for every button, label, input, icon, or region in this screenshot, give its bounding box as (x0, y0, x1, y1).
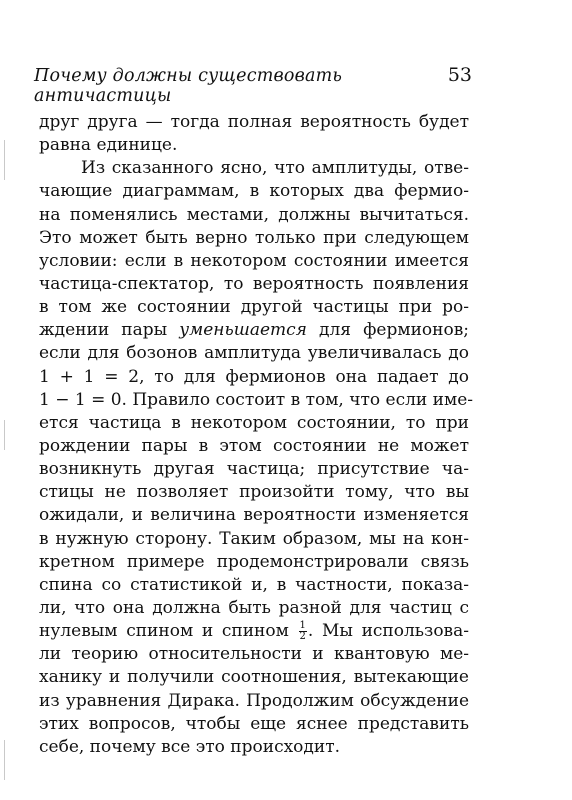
text-line (39, 319, 469, 342)
text-line: в том же состоянии другой частицы при ро- (39, 297, 469, 318)
text-line: равна единице. (39, 135, 178, 156)
text-line: ли, что она должна быть разной для частиц с (39, 597, 469, 618)
fraction-one-half (299, 621, 307, 642)
text-line: ется частица в некотором состоянии, то при (39, 412, 469, 433)
text-line: на поменялись местами, должны вычитаться. (39, 204, 469, 225)
text-line: рождении пары в этом состоянии не может (39, 435, 469, 456)
scan-margin-mark (4, 740, 5, 780)
text-line: в нужную сторону. Таким образом, мы на кон- (39, 528, 469, 549)
fraction-numerator: 1 (299, 620, 306, 632)
text-line: этих вопросов, чтобы еще яснее представить (39, 713, 469, 734)
text-line: Из сказанного ясно, что амплитуды, отве- (81, 158, 469, 179)
running-head (34, 64, 472, 106)
text-segment: . Мы использова- (307, 621, 470, 642)
text-line: 1 − 1 = 0. Правило состоит в том, что если име- (39, 389, 473, 410)
text-line: стицы не позволяет произойти тому, что вы (39, 482, 469, 503)
text-segment: нулевым спином и спином (39, 621, 289, 642)
text-line: кретном примере продемонстрировали связь (39, 551, 469, 572)
text-line: чающие диаграммам, в которых два фермио- (39, 181, 469, 202)
text-segment: ждении пары (39, 320, 168, 341)
text-line: ханику и получили соотношения, вытекающие (39, 667, 469, 688)
page-number: 53 (447, 64, 472, 86)
text-line: частица-спектатор, то вероятность появления (39, 273, 469, 294)
text-line: ожидали, и величина вероятности изменяется (39, 505, 469, 526)
scan-margin-mark (4, 140, 5, 180)
text-line: Это может быть верно только при следующем (39, 227, 469, 248)
emphasized-word: уменьшается (179, 320, 307, 341)
running-title: Почему должны существовать античастицы (34, 66, 343, 106)
scan-margin-mark (4, 420, 5, 450)
text-line: если для бозонов амплитуда увеличивалась до (39, 343, 469, 364)
text-segment: для фермионов; (319, 320, 470, 341)
fraction-denominator: 2 (299, 631, 306, 643)
text-line: себе, почему все это происходит. (39, 736, 341, 757)
text-line: из уравнения Дирака. Продолжим обсуждение (39, 690, 469, 711)
text-line: спина со статистикой и, в частности, показа- (39, 574, 469, 595)
text-line: 1 + 1 = 2, то для фермионов она падает до (39, 366, 469, 387)
text-line: друг друга — тогда полная вероятность будет (39, 112, 469, 132)
text-line (39, 620, 469, 643)
body-text (39, 111, 473, 759)
text-line: ли теорию относительности и квантовую ме- (39, 644, 469, 665)
text-line: условии: если в некотором состоянии имеется (39, 250, 469, 271)
text-line: возникнуть другая частица; присутствие ча- (39, 459, 469, 480)
